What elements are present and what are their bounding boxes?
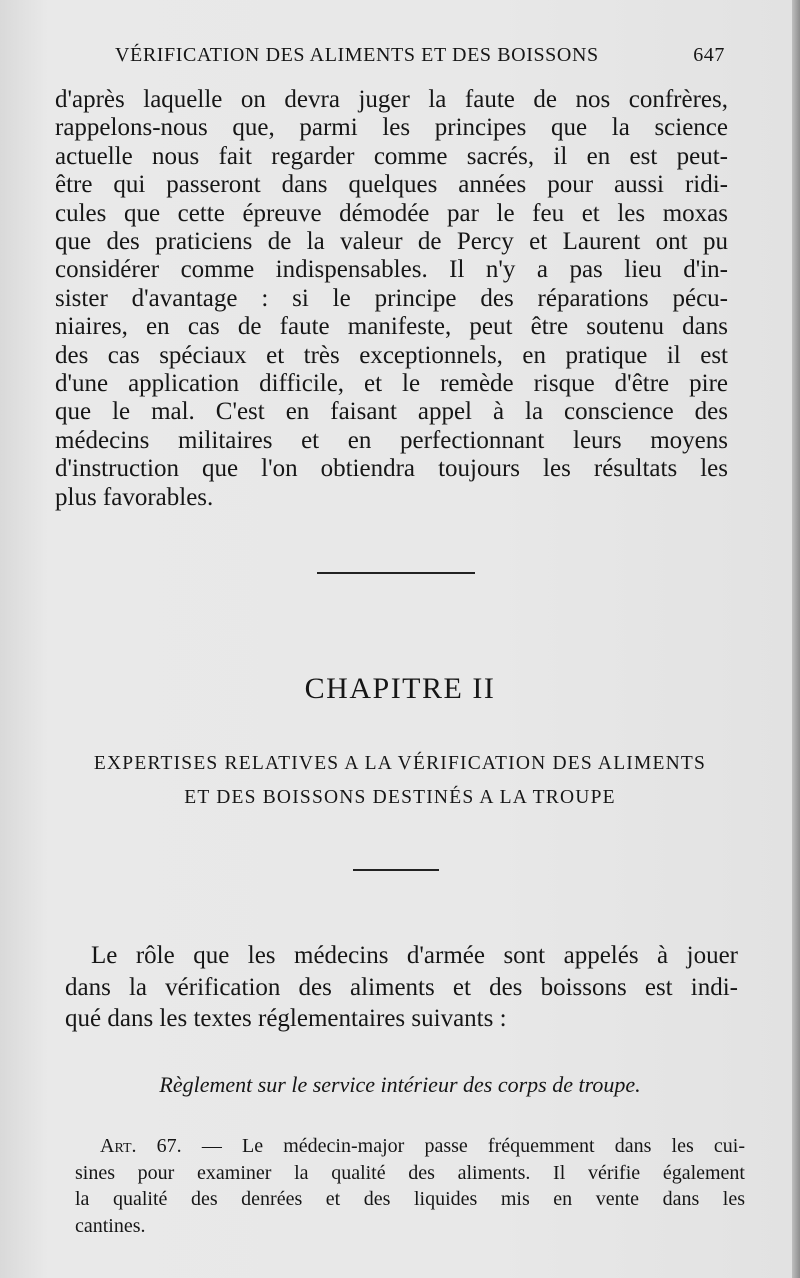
intro-paragraph <box>65 940 738 1035</box>
text-line: Le rôle que les médecins d'armée sont appelés à jouer <box>91 942 738 969</box>
text-line: cantines. <box>75 1214 146 1237</box>
text-line: — Le médecin-major passe fréquemment dans les cui- <box>201 1135 746 1157</box>
article-line-first <box>75 1133 745 1160</box>
running-header <box>115 44 725 67</box>
text-line: qué dans les textes réglementaires suivants : <box>65 1005 507 1032</box>
text-line: sister d'avantage : si le principe des réparations pécu- <box>55 284 728 312</box>
text-line: d'après laquelle on devra juger la faute de nos confrères, <box>55 86 728 113</box>
text-line: des cas spéciaux et très exceptionnels, en pratique il est <box>55 341 728 369</box>
article-67 <box>75 1133 745 1239</box>
text-line: sines pour examiner la qualité des aliments. Il vérifie également <box>75 1161 745 1184</box>
text-line: que le mal. C'est en faisant appel à la conscience des <box>55 398 728 426</box>
regulation-heading: Règlement sur le service intérieur des corps de troupe. <box>159 1072 641 1097</box>
text-line: que des praticiens de la valeur de Percy et Laurent ont pu <box>55 228 728 256</box>
text-line: d'une application difficile, et le remède risque d'être pire <box>55 370 728 398</box>
chapter-subtitle-line1: EXPERTISES RELATIVES A LA VÉRIFICATION DES ALIMENTS <box>93 753 707 774</box>
text-line: être qui passeront dans quelques années pour aussi ridi- <box>55 171 728 199</box>
text-line: considérer comme indispensables. Il n'y a pas lieu d'in- <box>55 256 728 284</box>
chapter-divider-rule <box>353 869 439 871</box>
text-line: niaires, en cas de faute manifeste, peut être soutenu dans <box>55 313 728 341</box>
text-line: d'instruction que l'on obtiendra toujours les résultats les <box>55 455 728 483</box>
text-line: actuelle nous fait regarder comme sacrés, il en est peut- <box>55 142 728 170</box>
chapter-subtitle-line2: ET DES BOISSONS DESTINÉS A LA TROUPE <box>184 787 616 808</box>
section-divider-rule <box>317 572 475 574</box>
text-line: la qualité des denrées et des liquides mis en vente dans les <box>75 1188 745 1210</box>
chapter-title: CHAPITRE II <box>304 672 496 705</box>
text-line: médecins militaires et en perfectionnant leurs moyens <box>55 426 728 454</box>
paragraph-continued <box>55 86 728 512</box>
page-number: 647 <box>693 44 725 66</box>
text-line: rappelons-nous que, parmi les principes que la science <box>55 114 728 142</box>
article-label: Art. 67. <box>100 1135 182 1157</box>
text-line: dans la vérification des aliments et des boissons est indi- <box>65 973 738 1001</box>
text-line: plus favorables. <box>55 483 214 511</box>
running-title: VÉRIFICATION DES ALIMENTS ET DES BOISSONS <box>115 44 599 66</box>
text-line: cules que cette épreuve démodée par le feu et les moxas <box>55 199 728 227</box>
